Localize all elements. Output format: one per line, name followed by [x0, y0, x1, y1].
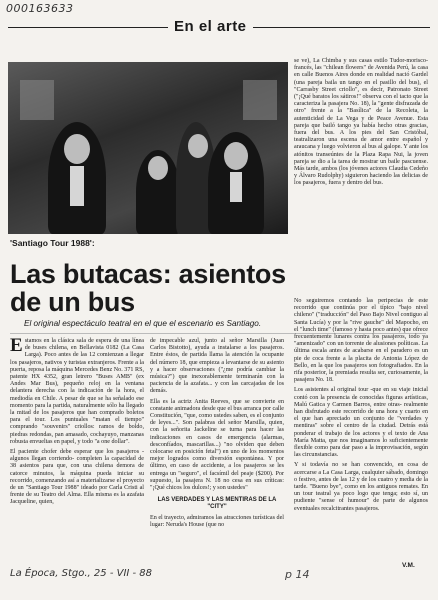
- headline: Las butacas: asientos de un bus: [10, 259, 286, 317]
- handwritten-page-note: p 14: [285, 568, 310, 581]
- paragraph: de impecable azul, junto al señor Marsilla (Juan Carlos Bistotto), ayuda a instalarse a los pasajeros. Entre éstos, de partida llama la atención la ocupante del número 18, que empieza a levantarse de su asiento y a hacer observaciones ("¿me podría cambiar la música?") que inexorablemente terminarán con la paciencia de la azafata... y con las carcajadas de los demás.: [150, 338, 284, 395]
- paragraph: Estamos en la clásica sala de espera de una línea de buses chilena, en Bellavista 0182 (La Casa Larga). Poco antes de las 12 comienzan a llegar los pasajeros, nativos y turistas extranjeros. Frente a la puerta, reposa la máquina Mercedes Benz No. 371 RS, patente HX 4352, gran letrero "Buses AMB" (ex Andes Mar Bus), pequeño reloj en la ventana delantera derecha con la indicación de la hora, el mediodía en Chile. A pesar de que se ha señalado ese momento para la partida, naturalmente sólo ha llegado la mitad de los pasajeros que han comprado boletos para el tour. Los puntuales "matan el tiempo" comprando "souvenirs" criollos: ramos de boldo, piedras redondas, pan amasado, cochayuyo, manzanas robusta envueltas en papel, y todo "a one dollar".: [10, 335, 144, 445]
- section-title: En el arte: [174, 18, 247, 35]
- paragraph: Ella es la actriz Anita Reeves, que se convierte en constante animadora desde que el bus arranca por calle Constitución, "que, como ustedes saben, es el conjunto de leyes...". Son palabras del señor Marsilla, quien, con la señorita Jackeline se turna para hacer las indicaciones en casos de emergencia (alarmas, desconfíados, mascarillas...) "no olviden que deben colocarse en posición fetal") en uno de los momentos mejor logrados como diversión espontánea. Y por último, en caso de accidente, a los pasajeros se les entrega un "seguro", el facsímil del peaje ($200). Por supuesto, la pasajera N. 18 no cesa en sus críticas: "¡Qué chicos los dulces!; y son ustedes": [150, 398, 285, 492]
- paragraph: No seguiremos contando las peripecias de este recorrido que continúa por el típico "bajo nivel chileno" ("traducción" del Paso Bajo Nivel contiguo al Santa Lucía) y por la "rive gauche" del Mapocho, en el "lunch time" (famoso y hasta poco antes) que ofrece frecuentemente lunares contra los pasajeros, todo ya "amenizado" con un torrente de alusiones políticas. La última escala antes de acabarse en el paradero es un pie de coca frente a la placita de Antonia López de Bello, en la que los pasajeros son fotografiados. En la rifa posterior, la premiada resulta ser, curiosamente, la pasajera No. 18.: [294, 298, 428, 384]
- accession-number: 000163633: [6, 2, 74, 15]
- paragraph: Y si todavía no se han convencido, en cosa de acercarse a La Casa Larga, cualquier sábado, domingo o festivo, antes de las 12 y de los cuatro y media de la tarde. "Bueno bye", como en los antiguos remates. En un tour teatral ya poco logo que tenga; esto sí, un pudiente "sense of humour" de parte de algunos eventuales recalcitrantes pasajeros.: [294, 462, 428, 512]
- author-signature: V.M.: [402, 562, 415, 569]
- handwritten-source-note: La Época, Stgo., 25 - VII - 88: [10, 568, 153, 579]
- subheadline: El original espectáculo teatral en el que el escenario es Santiago.: [24, 319, 262, 328]
- article-column-3: [294, 298, 428, 516]
- bus-photo: [8, 62, 288, 234]
- section-header: [168, 18, 253, 36]
- paragraph: se ve), La Chimba y sus casas estilo Tudor-morisco-francés, las "chilean flowers" de Avenida Perú, la casa en calle Buenos Aires donde en realidad nació Gardel (una pareja baila un tango en el pasillo del bus), el "Carrasby Street criollo", es decir, Patronato Street ("¡Qué baratos los sátiros!" observa con el tacto que la caracteriza la pasajera No. 18), la "gente disfrazada de otro" frente a la "Basílica" de la Recoleta, la autenticidad de La Vega y de Peace Avenue. Esta pareja que bailó tango ya había hecho otras gracias, fuera del bus. A los pies del San Cristóbal, teatralizaron una escena de amor entre español y araucana y luego volvieron al bus al galope. Y ante los atónitos transeúntes de la Plaza Rapa Nui, la joven pareja se dio a la tarea de mostrar un baile pascuense. Más tarde, ambos (los jóvenes actores Claudia Cedeño y Álvaro Rudolphy) siguieron haciendo las delicias de los pasajeros, fuera y dentro del bus.: [294, 58, 428, 187]
- article-subtitle: LAS VERDADES Y LAS MENTIRAS DE LA "CITY": [157, 497, 277, 511]
- paragraph: En el trayecto, admiramos las atracciones turísticas del lugar: Neruda's House (que no: [150, 514, 284, 528]
- paragraph: Los asistentes al original tour -que en su viaje inicial contó con la presencia de conocidas figuras artísticas, Malú Gatica y Carmen Barros, entre otras- realmente han disfrutado este recorrido de una hora y cuarto en el que han apreciado un conjunto de "verdades y mentiras" sobre el centro de la ciudad. Detrás está ponderar el trabajo de los actores y el texto de Ana María Matta, que nos imaginamos lo suficientemente flexible como para dar paso a la improvisación, según las circunstancias.: [294, 387, 428, 459]
- article-column-2: [150, 338, 284, 532]
- drop-cap: E: [10, 335, 23, 356]
- photo-caption: 'Santiago Tour 1988':: [10, 238, 95, 248]
- article-column-3-top: [294, 58, 428, 191]
- paragraph: El paciente chofer debe esperar que los pasajeros -algunos llegan corriendo- completen la capacidad de 38 asientos para que, con una chilena demora de catorce minutos, la máquina pueda iniciar su recorrido, comenzando así a materializarse el proyecto de un "Santiago Tour 1988" ideado por Carla Cristi al frente de su Teatro del Alma. Ella misma es la azafata Jacqueline, quien,: [10, 449, 144, 506]
- article-column-1: [10, 335, 144, 510]
